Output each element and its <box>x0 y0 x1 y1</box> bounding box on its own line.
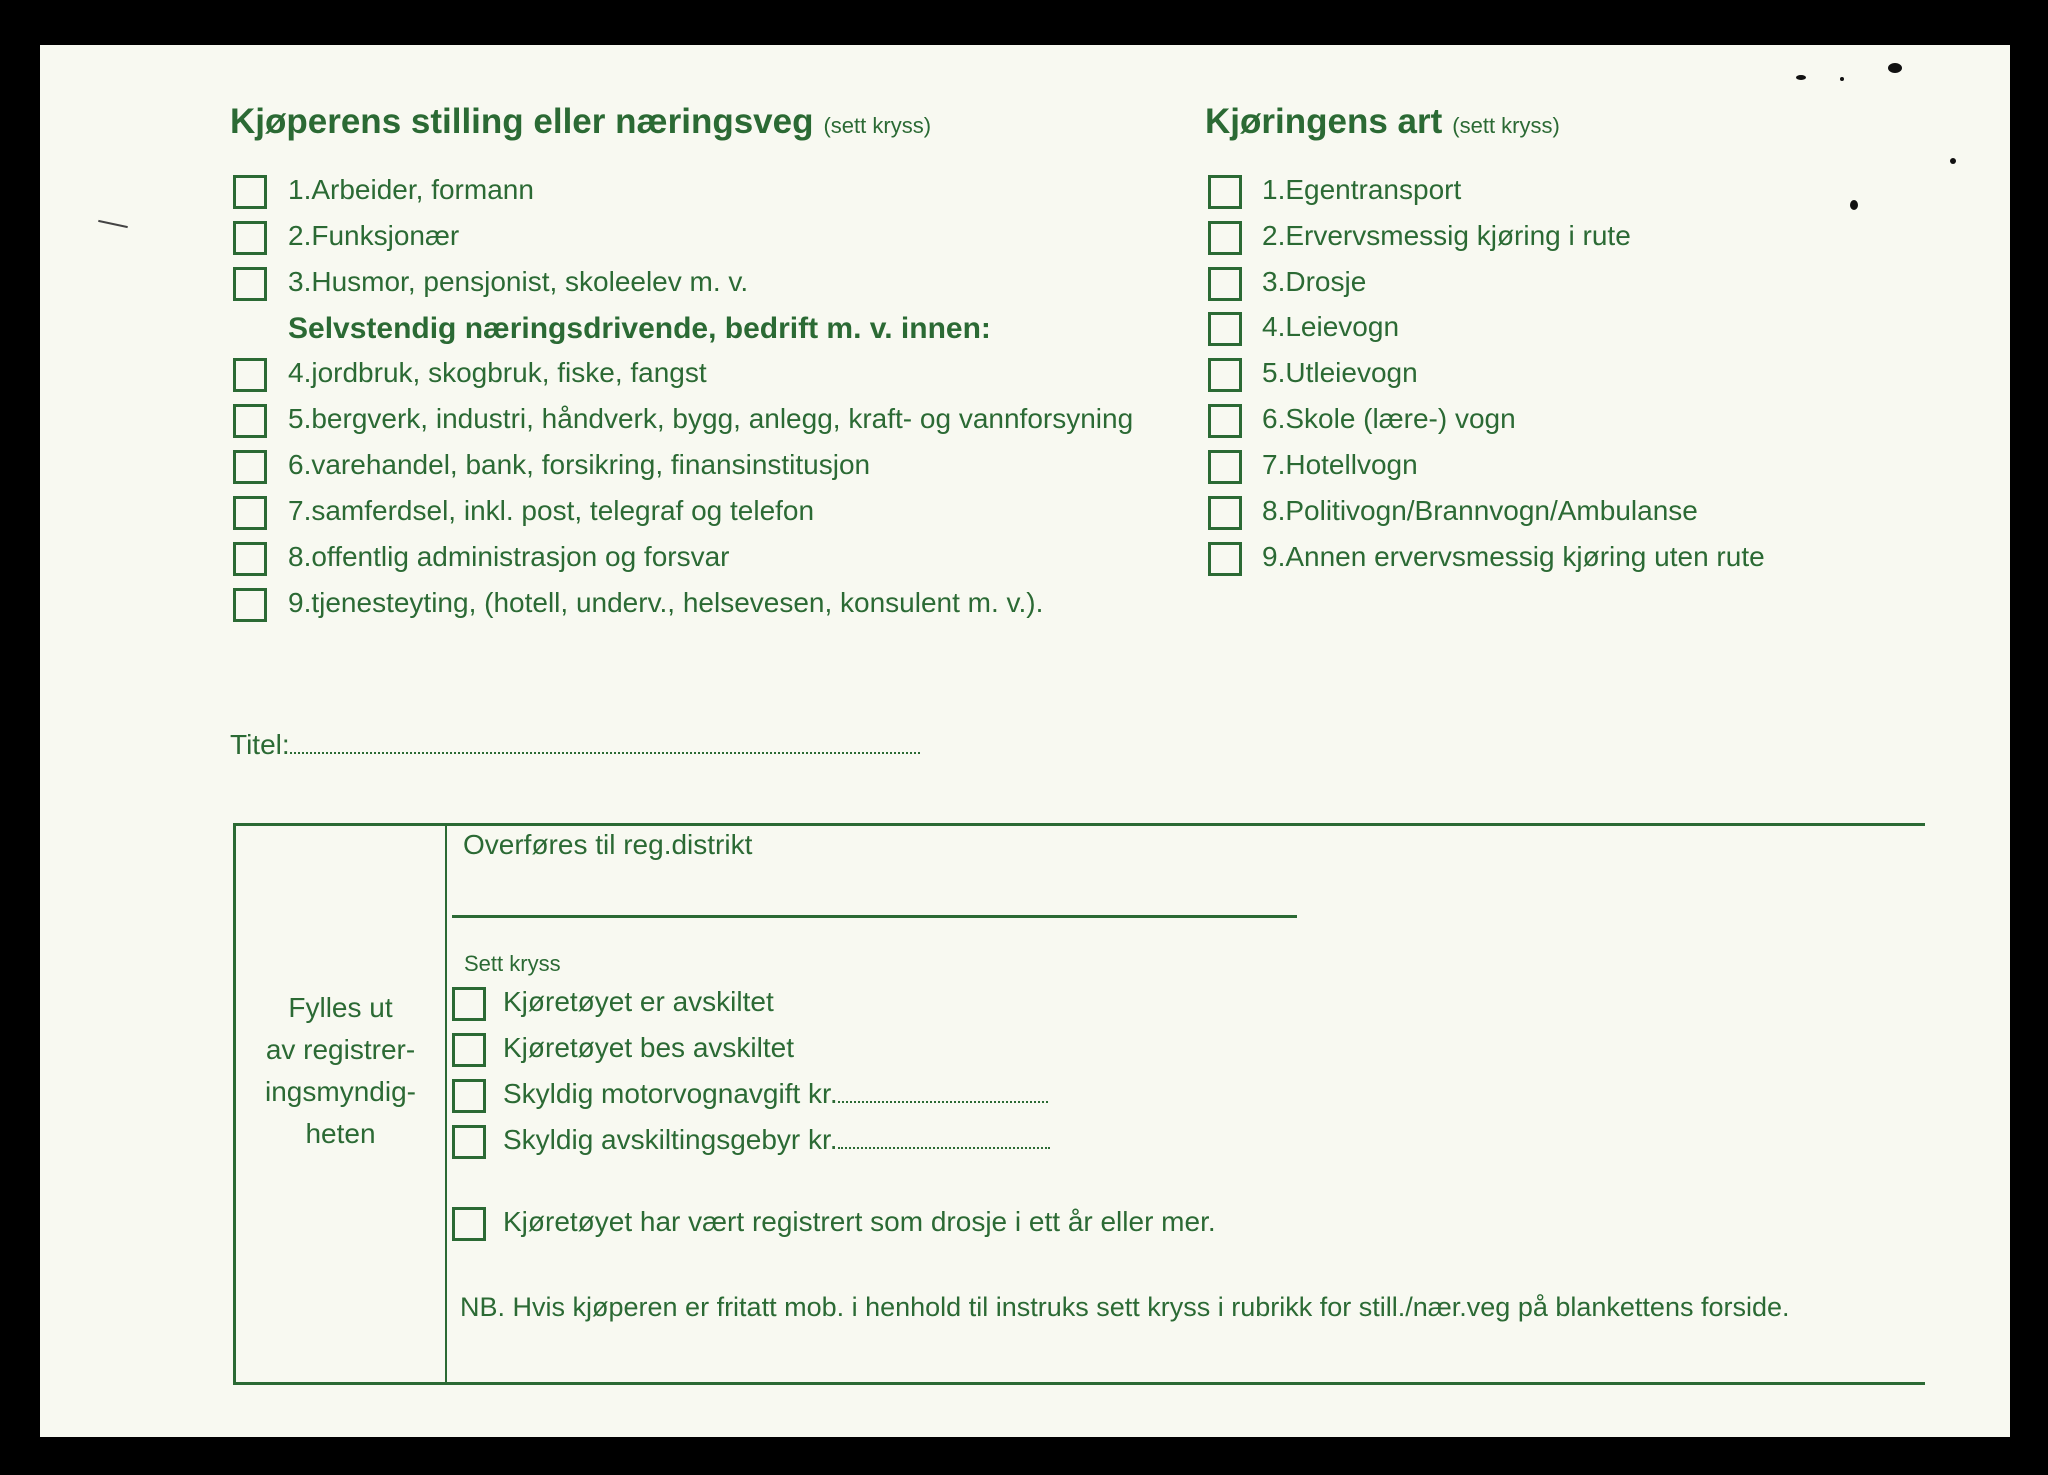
driving-checkbox-6[interactable] <box>1208 404 1242 438</box>
vehicle-tax-label: Skyldig motorvognavgift kr. <box>503 1078 838 1109</box>
driving-item-4: 4.Leievogn <box>1262 311 1400 342</box>
scan-speck <box>1888 63 1902 73</box>
vehicle-tax-dotted-line <box>838 1079 1048 1103</box>
buyer-occupation-title: Kjøperens stilling eller næringsveg <box>230 102 814 141</box>
authority-side-label: Fylles ut av registrer- ingsmyndig- heten <box>265 992 416 1149</box>
driving-item-6: 6.Skole (lære-) vogn <box>1262 403 1516 434</box>
driving-type-title: Kjøringens art <box>1205 102 1443 141</box>
occupation-checkbox-8[interactable] <box>233 542 267 576</box>
transfer-input-line[interactable] <box>452 915 1297 918</box>
buyer-occupation-heading <box>230 100 931 148</box>
transfer-label: Overføres til reg.distrikt <box>463 829 753 860</box>
occupation-checkbox-5[interactable] <box>233 404 267 438</box>
scan-speck <box>98 220 128 228</box>
box-bottom-border <box>233 1382 1925 1385</box>
occupation-checkbox-4[interactable] <box>233 358 267 392</box>
form-sheet <box>40 45 2010 1437</box>
occupation-item-7: 7.samferdsel, inkl. post, telegraf og telefon <box>288 495 815 526</box>
buyer-occupation-note: (sett kryss) <box>823 113 932 138</box>
deregistration-fee-dotted-line <box>838 1125 1050 1149</box>
occupation-checkbox-6[interactable] <box>233 450 267 484</box>
driving-type-note: (sett kryss) <box>1452 113 1560 138</box>
nb-note: NB. Hvis kjøperen er fritatt mob. i henhold til instruks sett kryss i rubrikk for still./nær.veg på blankettens forside. <box>460 1292 1790 1322</box>
occupation-checkbox-3[interactable] <box>233 267 267 301</box>
occupation-item-5: 5.bergverk, industri, håndverk, bygg, anlegg, kraft- og vannforsyning <box>288 403 1134 434</box>
taxi-registered-checkbox[interactable] <box>452 1207 486 1241</box>
box-divider <box>445 823 447 1383</box>
driving-item-5: 5.Utleievogn <box>1262 357 1418 388</box>
driving-item-2: 2.Ervervsmessig kjøring i rute <box>1262 220 1631 251</box>
occupation-checkbox-7[interactable] <box>233 496 267 530</box>
request-deregister-label: Kjøretøyet bes avskiltet <box>503 1032 794 1063</box>
deregistration-fee-checkbox[interactable] <box>452 1125 486 1159</box>
scan-speck <box>1850 200 1858 210</box>
occupation-item-8: 8.offentlig administrasjon og forsvar <box>288 541 730 572</box>
driving-item-1: 1.Egentransport <box>1262 174 1462 205</box>
scan-speck <box>1950 158 1956 164</box>
deregistration-fee-label: Skyldig avskiltingsgebyr kr. <box>503 1124 838 1155</box>
driving-type-heading <box>1205 100 1560 148</box>
vehicle-tax-field[interactable] <box>503 1077 1048 1111</box>
deregistered-checkbox[interactable] <box>452 987 486 1021</box>
deregistration-fee-field[interactable] <box>503 1123 1050 1157</box>
driving-item-9: 9.Annen ervervsmessig kjøring uten rute <box>1262 541 1765 572</box>
scan-speck <box>1840 77 1844 81</box>
occupation-checkbox-9[interactable] <box>233 588 267 622</box>
occupation-checkbox-1[interactable] <box>233 175 267 209</box>
driving-checkbox-1[interactable] <box>1208 175 1242 209</box>
titel-field[interactable] <box>230 728 920 762</box>
check-note: Sett kryss <box>464 951 561 976</box>
request-deregister-checkbox[interactable] <box>452 1033 486 1067</box>
scan-speck <box>1796 75 1806 80</box>
driving-item-7: 7.Hotellvogn <box>1262 449 1418 480</box>
occupation-item-3: 3.Husmor, pensjonist, skoleelev m. v. <box>288 266 749 297</box>
self-employed-subheading: Selvstendig næringsdrivende, bedrift m. v. innen: <box>288 312 991 345</box>
occupation-item-6: 6.varehandel, bank, forsikring, finansinstitusjon <box>288 449 871 480</box>
occupation-item-9: 9.tjenesteyting, (hotell, underv., helsevesen, konsulent m. v.). <box>288 587 1044 618</box>
driving-checkbox-7[interactable] <box>1208 450 1242 484</box>
driving-item-8: 8.Politivogn/Brannvogn/Ambulanse <box>1262 495 1698 526</box>
deregistered-label: Kjøretøyet er avskiltet <box>503 986 774 1017</box>
vehicle-tax-checkbox[interactable] <box>452 1079 486 1113</box>
driving-checkbox-4[interactable] <box>1208 312 1242 346</box>
titel-label: Titel: <box>230 729 290 760</box>
driving-checkbox-8[interactable] <box>1208 496 1242 530</box>
occupation-item-2: 2.Funksjonær <box>288 220 460 251</box>
titel-dotted-line <box>290 730 920 754</box>
driving-item-3: 3.Drosje <box>1262 266 1367 297</box>
driving-checkbox-9[interactable] <box>1208 542 1242 576</box>
occupation-checkbox-2[interactable] <box>233 221 267 255</box>
occupation-item-4: 4.jordbruk, skogbruk, fiske, fangst <box>288 357 707 388</box>
driving-checkbox-5[interactable] <box>1208 358 1242 392</box>
driving-checkbox-2[interactable] <box>1208 221 1242 255</box>
box-top-border <box>233 823 1925 826</box>
taxi-registered-label: Kjøretøyet har vært registrert som drosje i ett år eller mer. <box>503 1206 1216 1237</box>
driving-checkbox-3[interactable] <box>1208 267 1242 301</box>
occupation-item-1: 1.Arbeider, formann <box>288 174 534 205</box>
